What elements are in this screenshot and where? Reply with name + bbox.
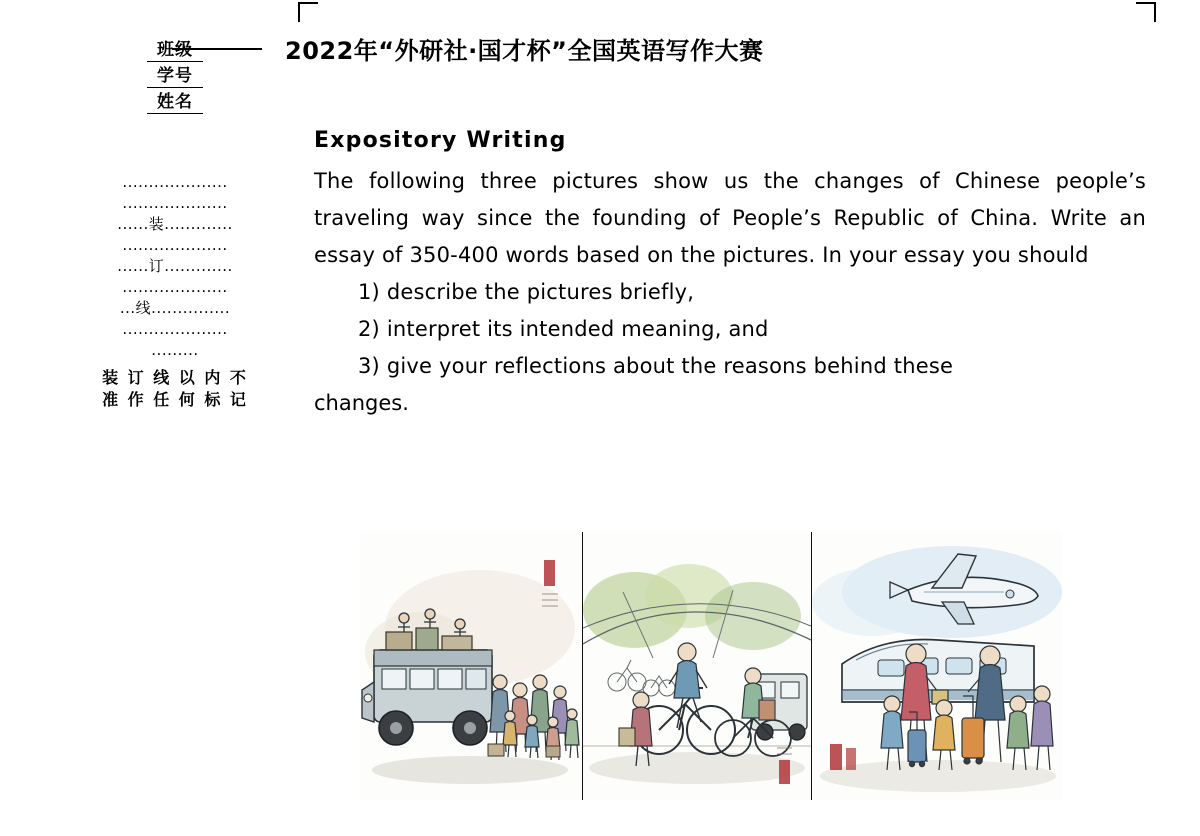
seal-line: .................... (122, 173, 228, 191)
task-number-3: 3) (358, 354, 380, 378)
task-number-1: 1) (358, 280, 380, 304)
task-item-2 (314, 311, 1146, 348)
task-number-2: 2) (358, 317, 380, 341)
task-item-1 (314, 274, 1146, 311)
task-list (314, 274, 1146, 385)
seal-line: .................... (122, 194, 228, 212)
prompt-tail: changes. (314, 391, 409, 415)
seal-notice-line-2: 准 作 任 何 标 记 (102, 390, 248, 409)
seal-notice-line-1: 装 订 线 以 内 不 (102, 368, 248, 387)
page-title: 2022年“外研社·国才杯”全国英语写作大赛 (285, 37, 764, 65)
figure-airplane-train-art (812, 532, 1062, 800)
writing-prompt (314, 128, 1146, 422)
field-name: 姓名 (147, 92, 203, 114)
figure-bus-crowd (360, 532, 582, 800)
field-student-id: 学号 (147, 66, 203, 88)
seal-line: .................... (122, 320, 228, 338)
prompt-paragraph: The following three pictures show us the changes of Chinese people’s traveling way since the founding of People’s Republic of China. Write an essay of 350-400 words based on the pictures. In your essay you should (314, 169, 1146, 267)
seal-line: .................... (122, 278, 228, 296)
binding-margin (60, 40, 290, 411)
figure-bicycles-street (583, 532, 811, 800)
seal-notice (60, 367, 290, 411)
seal-line: .................... (122, 236, 228, 254)
seal-line-block (60, 172, 290, 361)
seal-line: ...线............... (119, 299, 231, 317)
task-text-2: interpret its intended meaning, and (386, 317, 769, 341)
seal-line: ......... (151, 341, 199, 359)
task-text-3: give your reflections about the reasons behind these (386, 354, 954, 378)
task-item-3 (314, 348, 1146, 385)
crop-mark-top-right (1136, 2, 1156, 22)
figure-bicycles-art (583, 532, 811, 800)
section-title: Expository Writing (314, 128, 567, 153)
crop-mark-top-left (298, 2, 318, 22)
task-text-1: describe the pictures briefly, (386, 280, 695, 304)
seal-line: ......装............. (117, 215, 233, 233)
figure-bus-crowd-art (360, 532, 582, 800)
field-class: 班级 (147, 40, 203, 62)
seal-line: ......订............. (117, 257, 233, 275)
picture-set (360, 532, 1070, 800)
figure-airplane-train (812, 532, 1062, 800)
